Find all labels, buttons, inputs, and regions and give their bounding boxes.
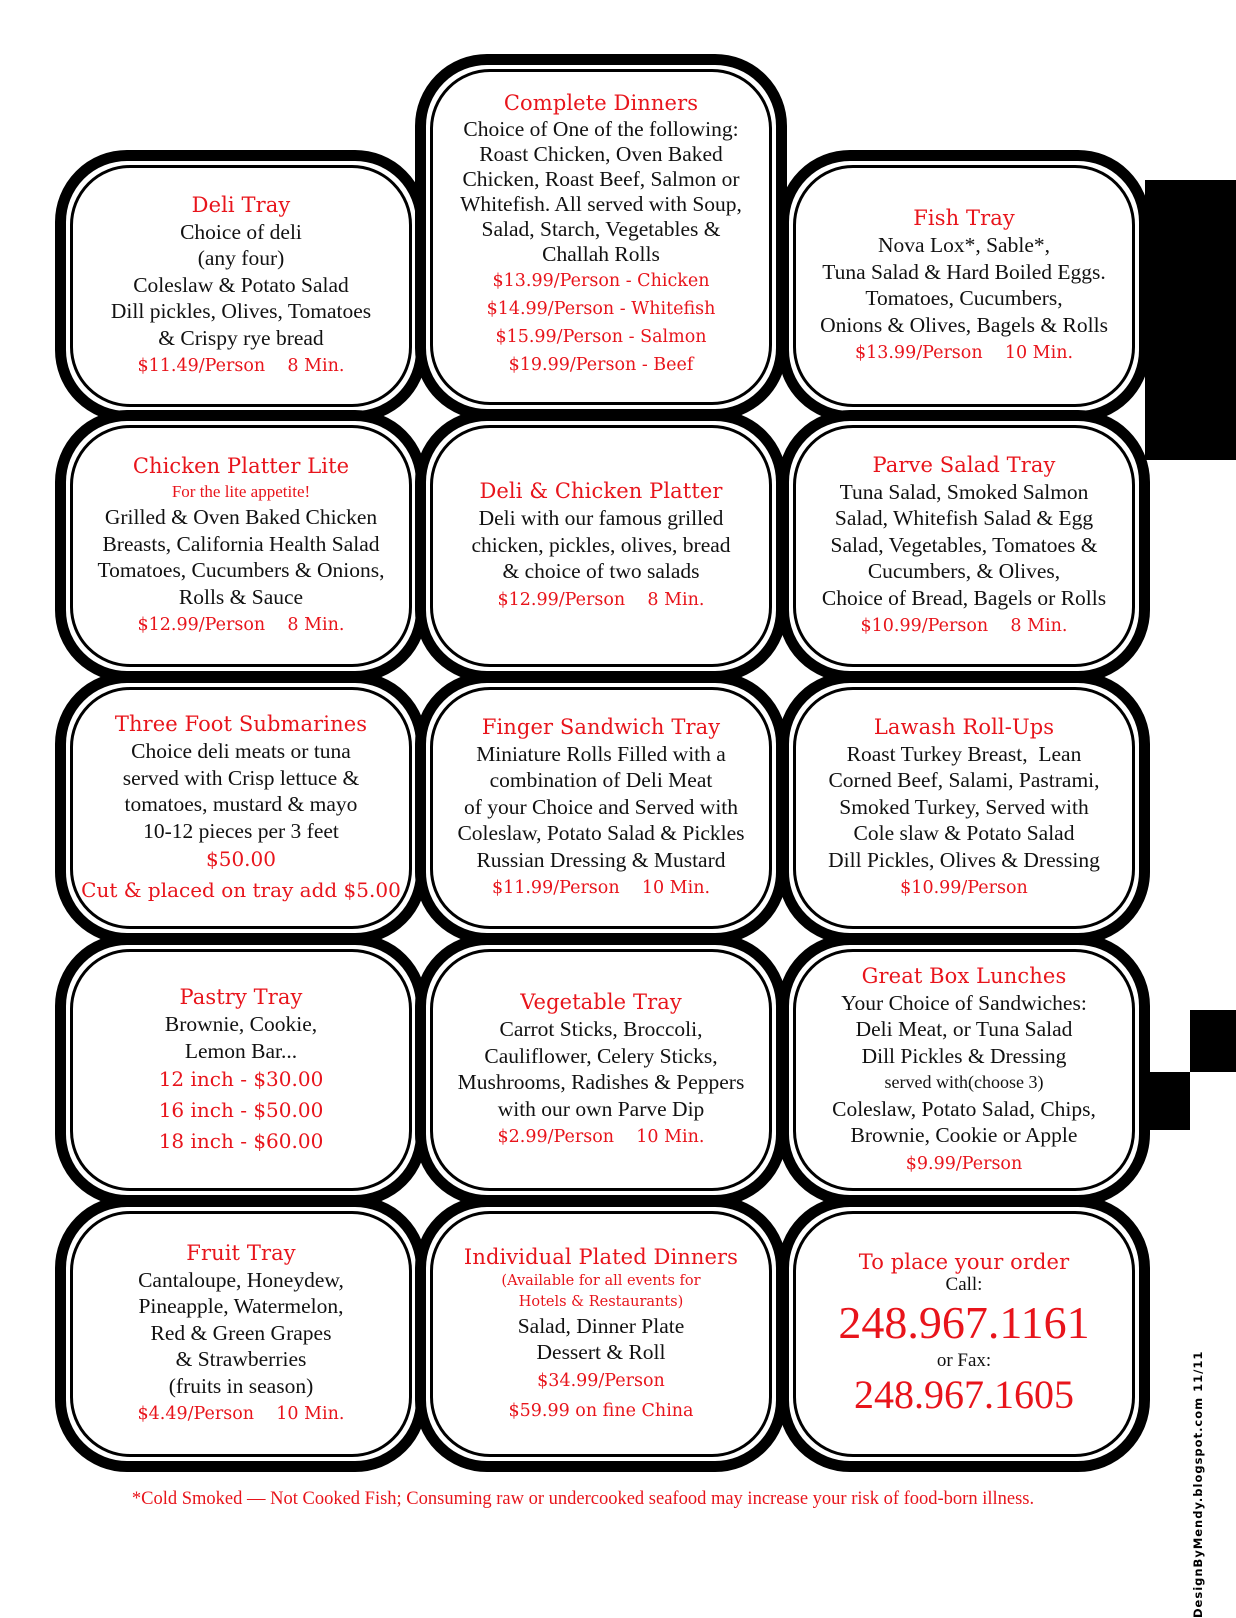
side-credit: DesignByMendy.blogspot.com 11/11 <box>1191 1350 1205 1618</box>
fruit-tray-content <box>66 1239 416 1430</box>
fax-number: 248.967.1605 <box>854 1372 1074 1417</box>
side-tab-mid <box>1190 1010 1236 1072</box>
card-lawash-roll-ups <box>778 672 1150 944</box>
card-line: Deli with our famous grilled <box>478 506 724 531</box>
card-line: Pineapple, Watermelon, <box>138 1294 344 1319</box>
complete-dinners-content <box>426 89 776 379</box>
card-line: Russian Dressing & Mustard <box>476 847 726 872</box>
card-line: Tomatoes, Cucumbers & Onions, <box>97 558 385 582</box>
card-pastry-tray <box>55 934 427 1206</box>
card-price: $14.99/Person - Whitefish <box>486 299 716 319</box>
card-line: Deli Meat, or Tuna Salad <box>855 1017 1073 1041</box>
card-line: Coleslaw, Potato Salad, Chips, <box>832 1096 1096 1121</box>
deli-chicken-platter-content <box>426 477 776 615</box>
card-line: Tuna Salad & Hard Boiled Eggs. <box>822 259 1106 284</box>
card-line: & choice of two salads <box>502 559 700 584</box>
card-line: Corned Beef, Salami, Pastrami, <box>828 768 1100 793</box>
card-line: Breasts, California Health Salad <box>102 531 380 556</box>
card-line: combination of Deli Meat <box>489 768 713 793</box>
card-price: $13.99/Person 10 Min. <box>854 343 1074 363</box>
card-line: 10-12 pieces per 3 feet <box>143 818 339 843</box>
card-note: Hotels & Restaurants) <box>518 1293 684 1310</box>
card-title: Three Foot Submarines <box>114 712 368 736</box>
side-tab-top <box>1145 180 1236 460</box>
card-line: Dessert & Roll <box>536 1340 666 1364</box>
card-line: served with Crisp lettuce & <box>122 765 360 790</box>
card-line: Brownie, Cookie or Apple <box>850 1123 1078 1147</box>
order-title: To place your order <box>858 1250 1070 1274</box>
card-title: Pastry Tray <box>179 985 303 1009</box>
card-price: 18 inch - $60.00 <box>158 1129 324 1153</box>
card-price: $15.99/Person - Salmon <box>495 327 707 347</box>
card-line: Smoked Turkey, Served with <box>839 794 1089 819</box>
finger-sandwich-tray-content <box>426 713 776 904</box>
card-line: Cole slaw & Potato Salad <box>853 821 1075 846</box>
card-three-foot-submarines <box>55 672 427 944</box>
card-line: Salad, Vegetables, Tomatoes & <box>830 532 1098 557</box>
card-title: Lawash Roll-Ups <box>873 714 1055 739</box>
card-line: & Crispy rye bread <box>158 325 324 350</box>
pastry-tray-content <box>66 983 416 1157</box>
card-line: Challah Rolls <box>542 242 660 266</box>
card-price: $10.99/Person <box>900 878 1028 899</box>
card-line: Choice deli meats or tuna <box>131 739 351 763</box>
card-individual-plated-dinners <box>415 1196 787 1472</box>
order-info-content <box>789 1249 1139 1419</box>
card-price: $50.00 <box>206 847 276 871</box>
card-line: chicken, pickles, olives, bread <box>471 532 731 557</box>
card-line: Choice of deli <box>180 219 302 244</box>
card-line: & Strawberries <box>175 1347 307 1372</box>
card-line: Carrot Sticks, Broccoli, <box>499 1017 703 1041</box>
fish-tray-content <box>789 204 1139 368</box>
call-label: Call: <box>945 1274 983 1295</box>
card-line: Cauliflower, Celery Sticks, <box>484 1043 718 1068</box>
card-parve-salad-tray <box>778 410 1150 682</box>
card-line: Salad, Whitefish Salad & Egg <box>834 506 1094 531</box>
card-fish-tray <box>778 150 1150 422</box>
phone-number[interactable]: 248.967.1161 <box>838 1297 1090 1348</box>
card-line: Rolls & Sauce <box>178 584 304 609</box>
card-price: $19.99/Person - Beef <box>508 355 694 375</box>
card-price: $12.99/Person 8 Min. <box>137 615 345 635</box>
card-line: Roast Turkey Breast, Lean <box>846 741 1082 766</box>
card-order-info <box>778 1196 1150 1472</box>
footnote: *Cold Smoked — Not Cooked Fish; Consuming raw or undercooked seafood may increase your risk of food-born illness. <box>131 1489 1035 1509</box>
card-line: Tuna Salad, Smoked Salmon <box>839 479 1089 504</box>
card-line: Lemon Bar... <box>184 1038 298 1063</box>
card-title: Great Box Lunches <box>861 963 1067 988</box>
card-line: Cucumbers, & Olives, <box>867 559 1061 584</box>
card-deli-tray <box>55 150 427 422</box>
card-price: $12.99/Person 8 Min. <box>497 589 705 610</box>
card-line: tomatoes, mustard & mayo <box>124 792 358 816</box>
card-line: Dill Pickles, Olives & Dressing <box>828 847 1100 872</box>
card-line: Nova Lox*, Sable*, <box>878 233 1050 257</box>
card-note: (Available for all events for <box>501 1272 701 1289</box>
card-deli-chicken-platter <box>415 410 787 682</box>
card-line: Choice of Bread, Bagels or Rolls <box>821 585 1107 610</box>
card-line: Dill pickles, Olives, Tomatoes <box>110 299 372 324</box>
card-price: $13.99/Person - Chicken <box>492 271 710 291</box>
card-finger-sandwich-tray <box>415 672 787 944</box>
card-line: Tomatoes, Cucumbers, <box>865 286 1063 310</box>
card-price: 12 inch - $30.00 <box>158 1067 324 1091</box>
card-price: Cut & placed on tray add $5.00 <box>81 878 401 902</box>
card-title: Fruit Tray <box>186 1240 296 1265</box>
card-title: Parve Salad Tray <box>872 452 1056 477</box>
card-price: 16 inch - $50.00 <box>158 1098 324 1122</box>
card-line: (fruits in season) <box>168 1373 314 1398</box>
card-price: $4.49/Person 10 Min. <box>137 1404 345 1425</box>
card-title: Vegetable Tray <box>520 990 682 1014</box>
card-title: Deli Tray <box>191 192 291 217</box>
card-line: served with(choose 3) <box>884 1072 1044 1092</box>
vegetable-tray-content <box>426 988 776 1152</box>
card-chicken-platter-lite <box>55 410 427 682</box>
card-line: Salad, Starch, Vegetables & <box>481 217 721 241</box>
card-line: Roast Chicken, Oven Baked <box>479 142 723 166</box>
great-box-lunches-content <box>789 962 1139 1179</box>
card-price: $11.99/Person 10 Min. <box>491 878 711 899</box>
card-price: $2.99/Person 10 Min. <box>497 1127 705 1147</box>
card-subtitle: For the lite appetite! <box>171 482 311 501</box>
card-line: of your Choice and Served with <box>463 794 739 819</box>
card-price: $9.99/Person <box>905 1153 1023 1174</box>
card-line: Mushrooms, Radishes & Peppers <box>457 1070 745 1094</box>
card-line: Your Choice of Sandwiches: <box>841 990 1087 1015</box>
card-great-box-lunches <box>778 934 1150 1206</box>
lawash-roll-ups-content <box>789 713 1139 904</box>
card-line: Dill Pickles & Dressing <box>861 1043 1067 1068</box>
card-title: Complete Dinners <box>503 91 699 115</box>
deli-tray-content <box>66 191 416 382</box>
card-price: $11.49/Person 8 Min. <box>137 356 345 377</box>
card-title: Fish Tray <box>913 206 1015 230</box>
chicken-platter-lite-content <box>66 452 416 640</box>
card-line: Brownie, Cookie, <box>164 1012 318 1036</box>
three-foot-submarines-content <box>66 710 416 906</box>
parve-salad-tray-content <box>789 451 1139 642</box>
card-line: Cantaloupe, Honeydew, <box>138 1267 344 1292</box>
card-line: Onions & Olives, Bagels & Rolls <box>820 312 1108 337</box>
fax-label: or Fax: <box>936 1350 992 1371</box>
card-line: Miniature Rolls Filled with a <box>476 741 726 766</box>
card-title: Finger Sandwich Tray <box>481 714 721 739</box>
card-price: $59.99 on fine China <box>508 1400 694 1421</box>
individual-plated-dinners-content <box>426 1243 776 1426</box>
card-price: $10.99/Person 8 Min. <box>860 616 1068 637</box>
card-title: Chicken Platter Lite <box>132 454 350 478</box>
card-line: Coleslaw, Potato Salad & Pickles <box>457 821 745 846</box>
card-line: Choice of One of the following: <box>463 117 739 141</box>
card-line: Coleslaw & Potato Salad <box>133 272 349 297</box>
card-price: $34.99/Person <box>537 1370 665 1391</box>
card-fruit-tray <box>55 1196 427 1472</box>
card-line: Salad, Dinner Plate <box>517 1313 685 1338</box>
card-line: Whitefish. All served with Soup, <box>460 192 742 216</box>
card-line: Chicken, Roast Beef, Salmon or <box>462 167 740 191</box>
side-tab-low <box>1145 1072 1190 1130</box>
card-line: Red & Green Grapes <box>150 1320 332 1345</box>
card-title: Deli & Chicken Platter <box>479 479 723 504</box>
card-complete-dinners <box>415 54 787 420</box>
card-title: Individual Plated Dinners <box>463 1244 739 1269</box>
card-vegetable-tray <box>415 934 787 1206</box>
card-line: with our own Parve Dip <box>497 1096 705 1121</box>
card-line: Grilled & Oven Baked Chicken <box>104 505 378 529</box>
card-line: (any four) <box>197 246 285 271</box>
